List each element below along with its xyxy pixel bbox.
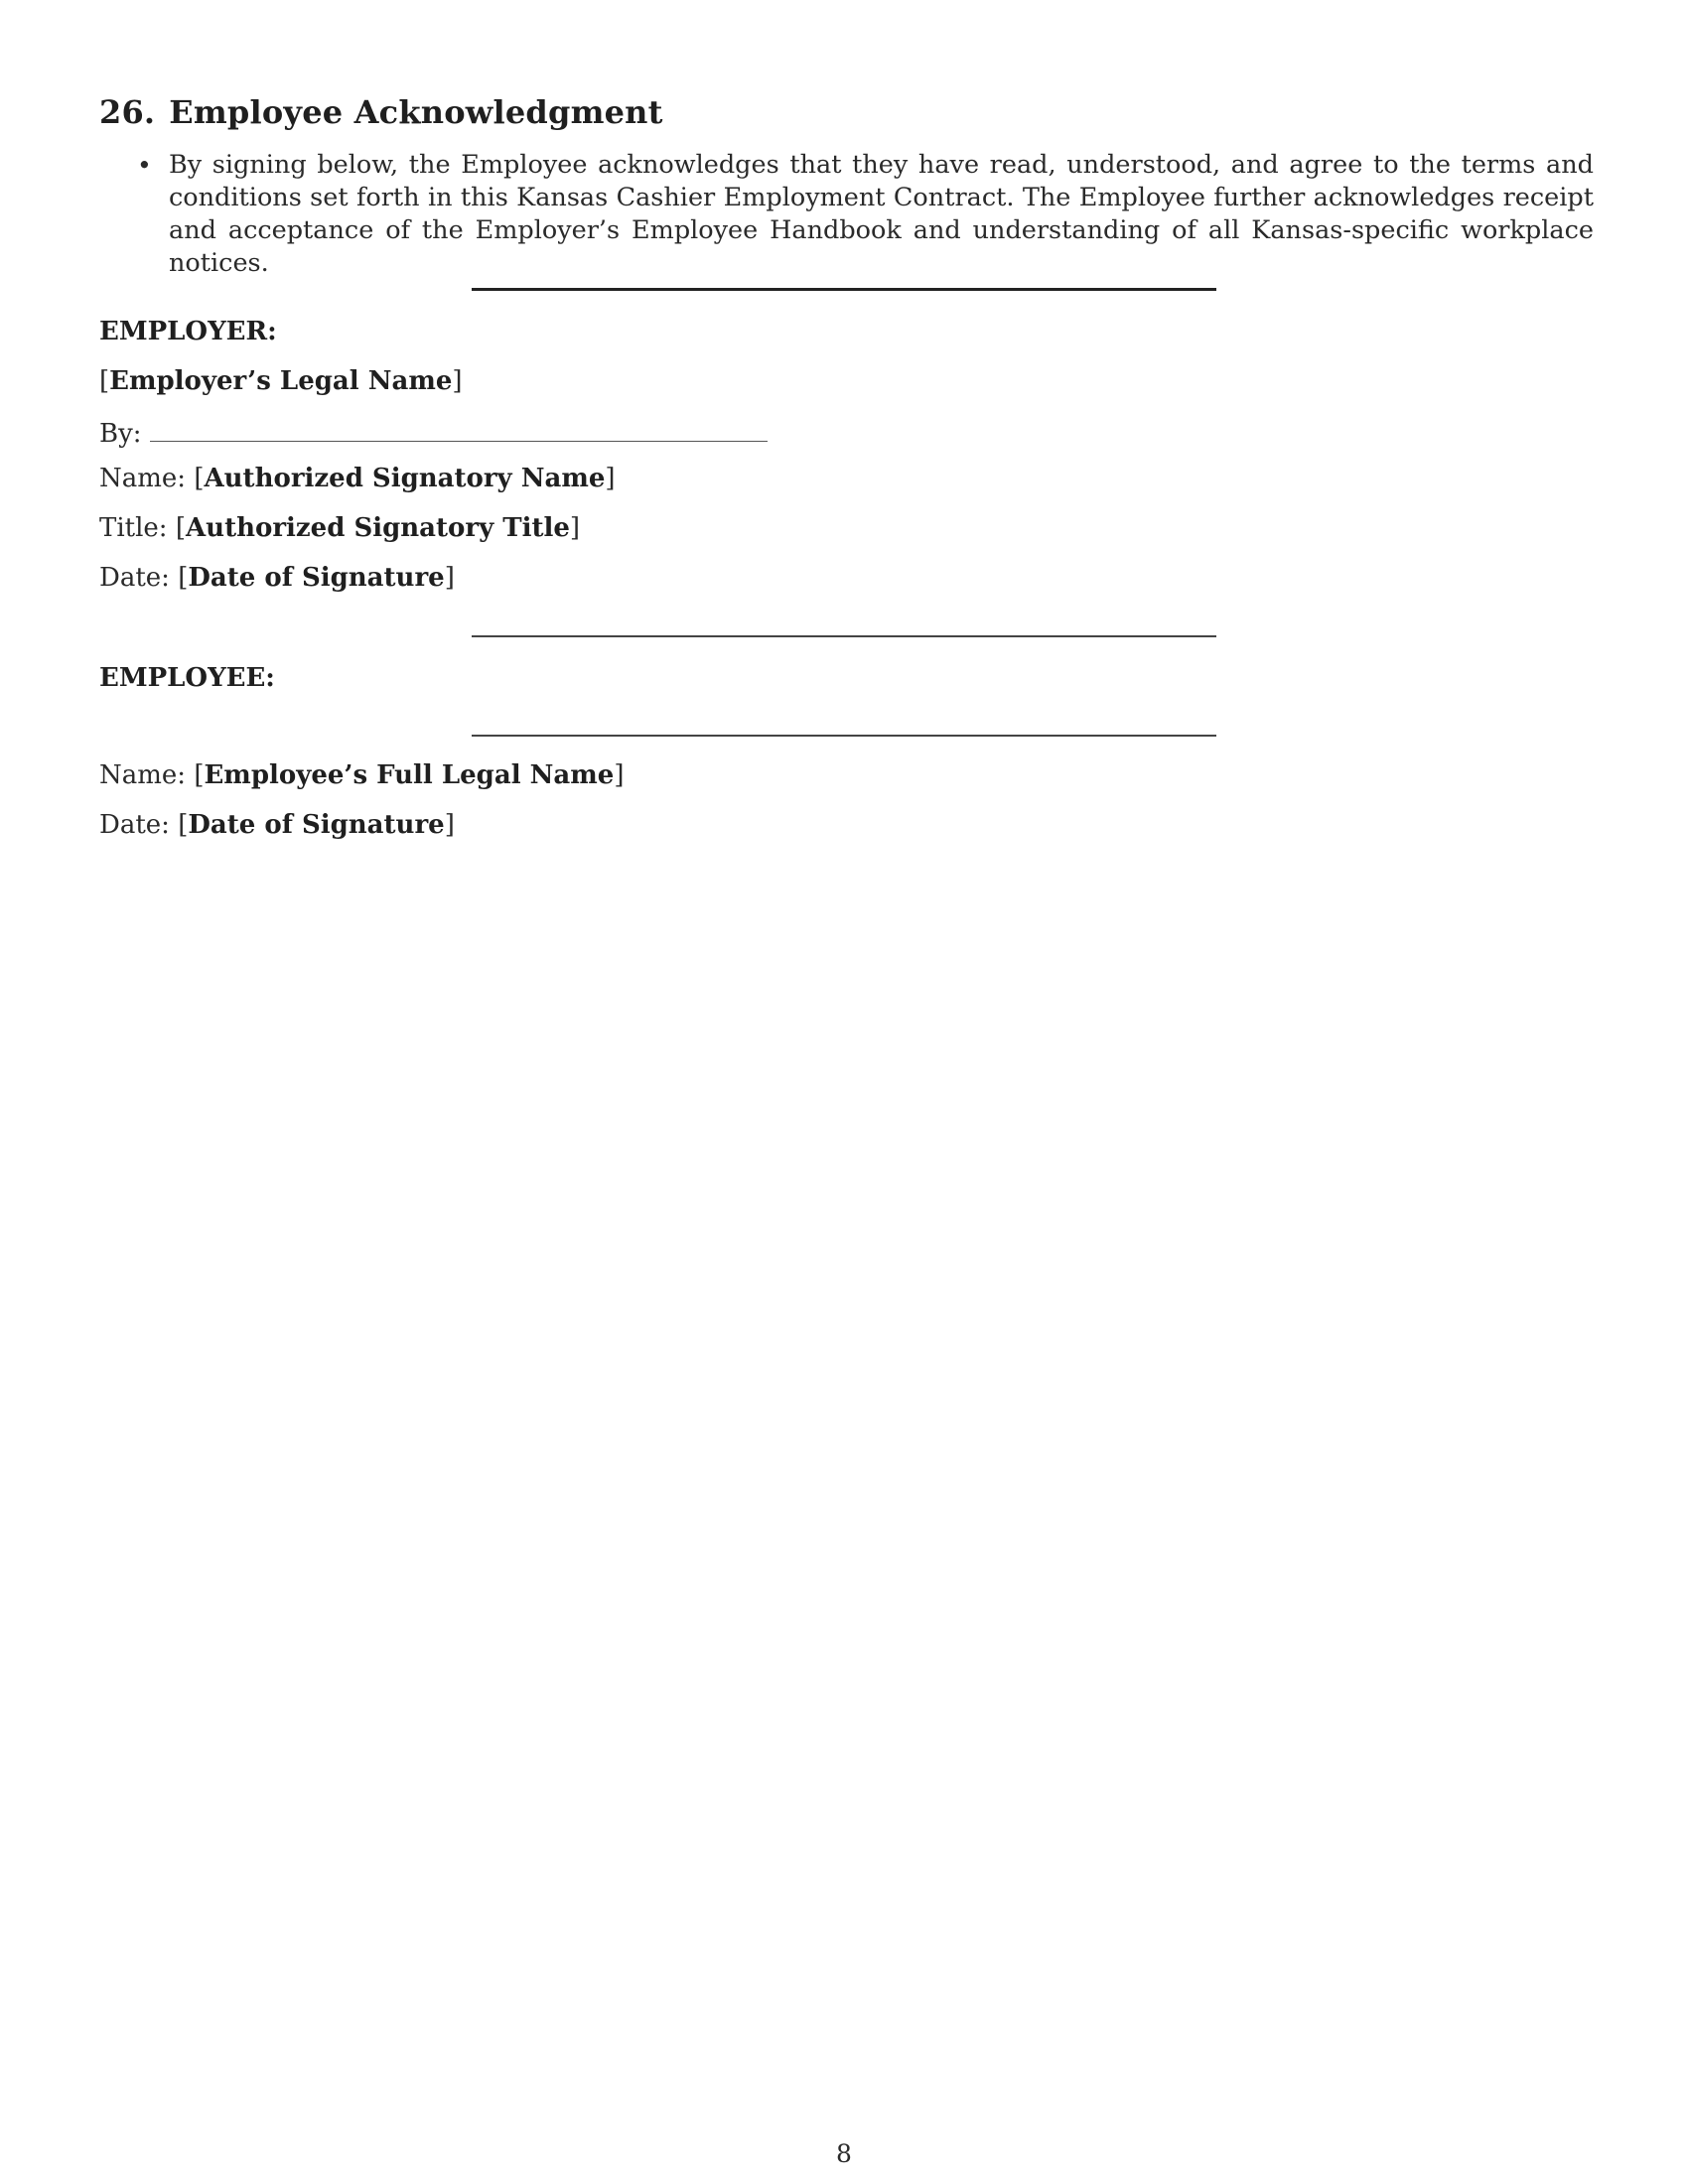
section-number: 26. (99, 93, 156, 131)
employee-signature-rule[interactable] (472, 735, 1216, 737)
employee-heading-text: EMPLOYEE: (99, 663, 275, 693)
employer-name-placeholder: Authorized Signatory Name (204, 464, 606, 493)
divider-rule (472, 288, 1216, 291)
employee-name-placeholder: Employee’s Full Legal Name (204, 760, 615, 790)
employer-legal-name: [Employer’s Legal Name] (99, 366, 463, 396)
employee-heading (99, 662, 275, 694)
employer-title-label: Title: (99, 513, 168, 543)
employee-name-label: Name: (99, 760, 187, 790)
employer-signature-field[interactable] (150, 415, 768, 442)
employer-name-line: Name: [Authorized Signatory Name] (99, 464, 616, 493)
section-heading (99, 93, 663, 131)
employer-heading (99, 316, 277, 347)
employer-title-placeholder: Authorized Signatory Title (186, 513, 570, 543)
employee-date-line: Date: [Date of Signature] (99, 810, 455, 840)
employer-date-placeholder: Date of Signature (188, 563, 445, 593)
by-label: By: (99, 419, 142, 449)
acknowledgment-text: By signing below, the Employee acknowledges that they have read, understood, and agree to the terms and conditions set forth in this Kansas Cashier Employment Contract. The Employee further acknowledges receipt and acceptance of the Employer’s Employee Handbook and understanding of all Kansas-specific workplace notices. (169, 150, 1594, 278)
employer-legal-name-placeholder: Employer’s Legal Name (109, 366, 453, 396)
section-title: Employee Acknowledgment (169, 93, 663, 131)
employer-signature-line (99, 415, 768, 450)
acknowledgment-list (99, 149, 1594, 280)
employer-title-line: Title: [Authorized Signatory Title] (99, 513, 581, 543)
employer-date-label: Date: (99, 563, 170, 593)
employer-name-label: Name: (99, 464, 187, 493)
employer-heading-text: EMPLOYER: (99, 317, 277, 346)
employee-date-label: Date: (99, 810, 170, 840)
employer-signature-rule[interactable] (472, 635, 1216, 637)
acknowledgment-item (99, 149, 1594, 280)
employer-date-line: Date: [Date of Signature] (99, 563, 455, 593)
page-number: 8 (836, 2139, 852, 2168)
employee-date-placeholder: Date of Signature (188, 810, 445, 840)
employee-name-line: Name: [Employee’s Full Legal Name] (99, 760, 625, 790)
bullet-icon: • (137, 151, 152, 180)
